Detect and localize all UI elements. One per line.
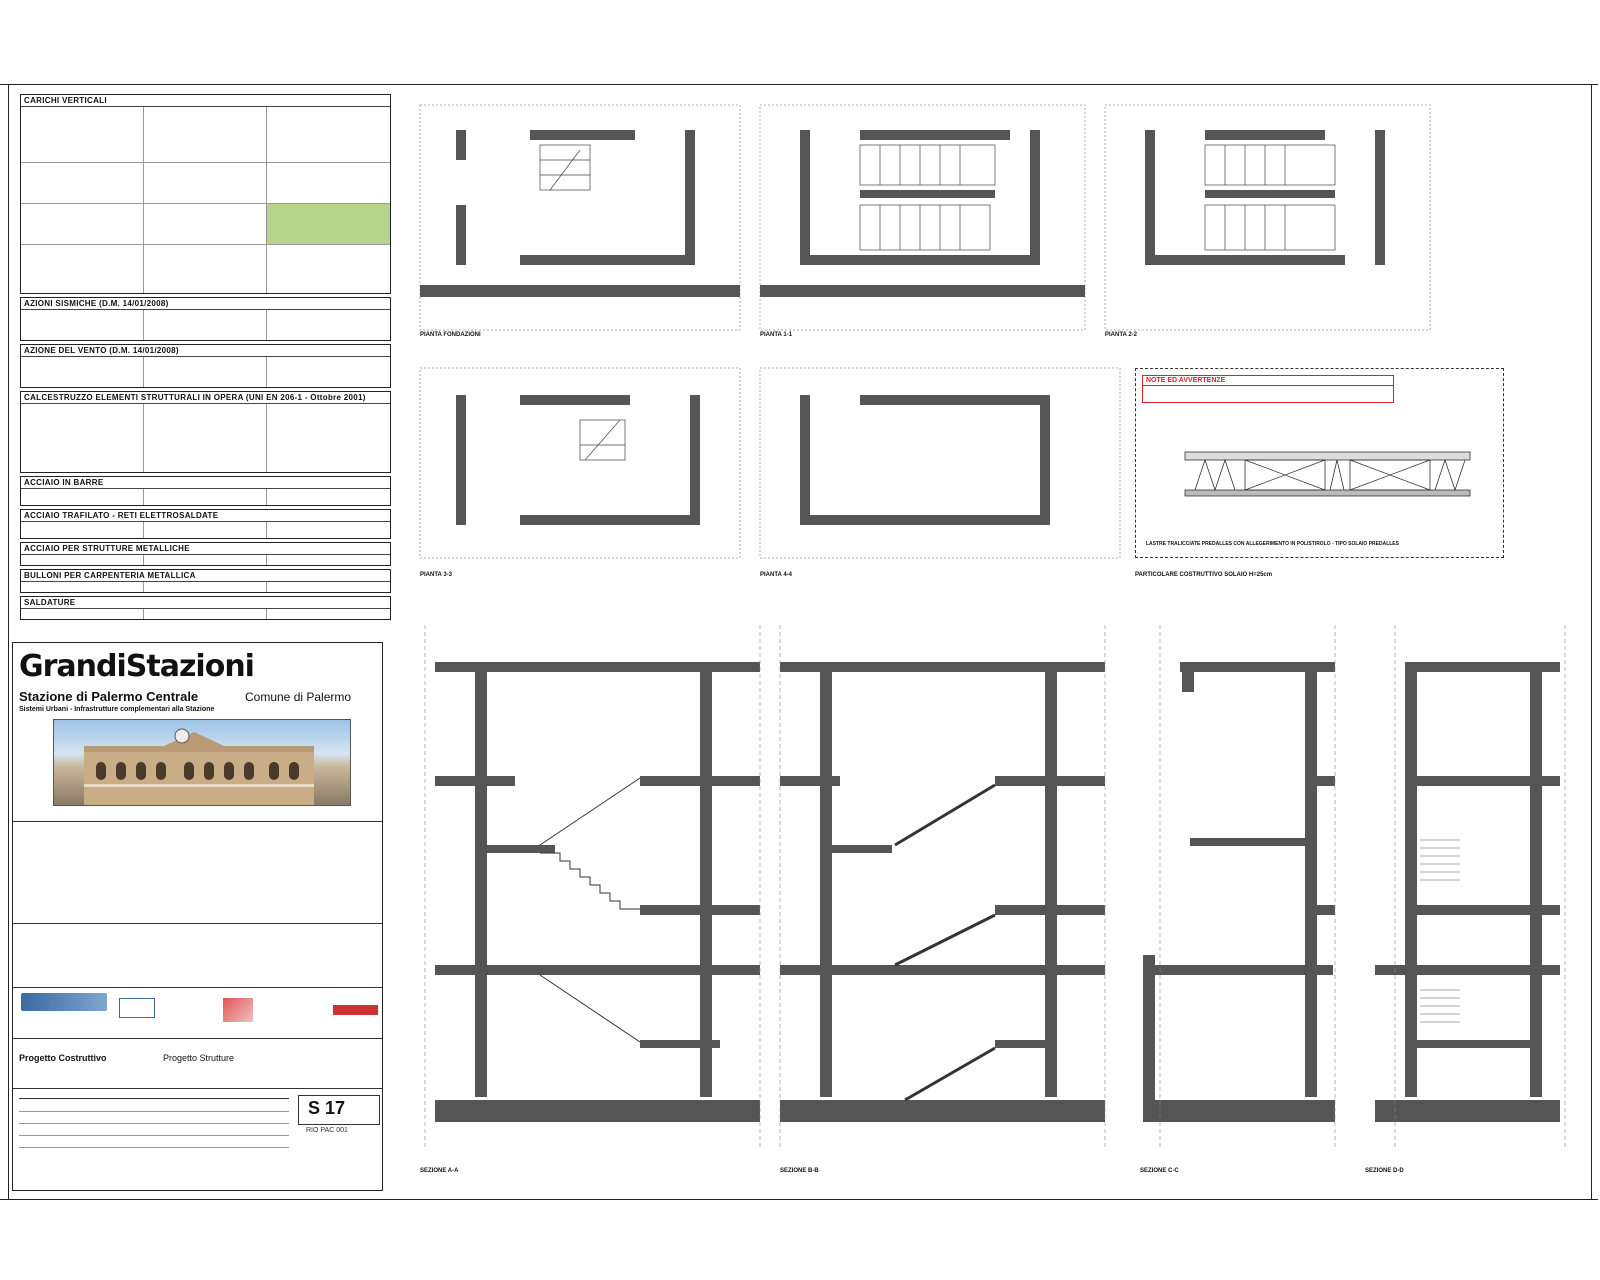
caption-section-a: SEZIONE A-A — [420, 1168, 459, 1174]
structural-label: Progetto Strutture — [163, 1053, 235, 1063]
brand-logo: GrandiStazioni — [19, 649, 254, 684]
plan-4-4 — [800, 395, 1050, 525]
caption-plan-1: PIANTA 1-1 — [760, 332, 793, 338]
plan-2-2 — [1145, 130, 1385, 265]
welds-title: SALDATURE — [21, 597, 390, 609]
section-b-b — [780, 662, 1105, 1122]
caption-plan-2: PIANTA 2-2 — [1105, 332, 1138, 338]
notes-footer: LASTRE TRALICCIATE PREDALLES CON ALLEGERIMENTO IN POLISTIROLO - TIPO SOLAIO PREDALLES — [1146, 541, 1399, 547]
municipality: Comune di Palermo — [245, 690, 352, 704]
steel-bars-title: ACCIAIO IN BARRE — [21, 477, 390, 489]
design-label: Progetto Costruttivo — [19, 1053, 107, 1063]
concrete-title: CALCESTRUZZO ELEMENTI STRUTTURALI IN OPERA (UNI EN 206-1 - Ottobre 2001) — [21, 392, 390, 404]
caption-plan-foundations: PIANTA FONDAZIONI — [420, 332, 481, 338]
plan-foundations — [420, 130, 740, 297]
station-name: Stazione di Palermo Centrale — [19, 689, 199, 704]
notes-title: NOTE ED AVVERTENZE — [1143, 376, 1393, 386]
caption-section-d: SEZIONE D-D — [1365, 1168, 1404, 1174]
loads-title: CARICHI VERTICALI — [21, 95, 390, 107]
seismic-title: AZIONI SISMICHE (D.M. 14/01/2008) — [21, 298, 390, 310]
steel-mesh-title: ACCIAIO TRAFILATO - RETI ELETTROSALDATE — [21, 510, 390, 522]
caption-plan-4: PIANTA 4-4 — [760, 572, 793, 578]
section-a-a — [435, 662, 760, 1122]
section-c-c — [1143, 662, 1335, 1122]
project-subtitle: Sistemi Urbani - Infrastrutture complementari alla Stazione — [19, 706, 215, 713]
sheet-code: S 17 — [308, 1098, 346, 1118]
plan-3-3 — [456, 395, 700, 525]
notes-panel — [1135, 368, 1504, 558]
caption-slab-detail: PARTICOLARE COSTRUTTIVO SOLAIO H=25cm — [1135, 572, 1273, 578]
caption-plan-3: PIANTA 3-3 — [420, 572, 453, 578]
wind-title: AZIONE DEL VENTO (D.M. 14/01/2008) — [21, 345, 390, 357]
caption-section-b: SEZIONE B-B — [780, 1168, 819, 1174]
caption-section-c: SEZIONE C-C — [1140, 1168, 1179, 1174]
steel-struct-title: ACCIAIO PER STRUTTURE METALLICHE — [21, 543, 390, 555]
section-d-d — [1375, 662, 1560, 1122]
bolts-title: BULLONI PER CARPENTERIA METALLICA — [21, 570, 390, 582]
plan-1-1 — [760, 130, 1085, 297]
file-code: RIO PAC 001 — [306, 1127, 348, 1134]
notes-box — [1142, 375, 1394, 403]
